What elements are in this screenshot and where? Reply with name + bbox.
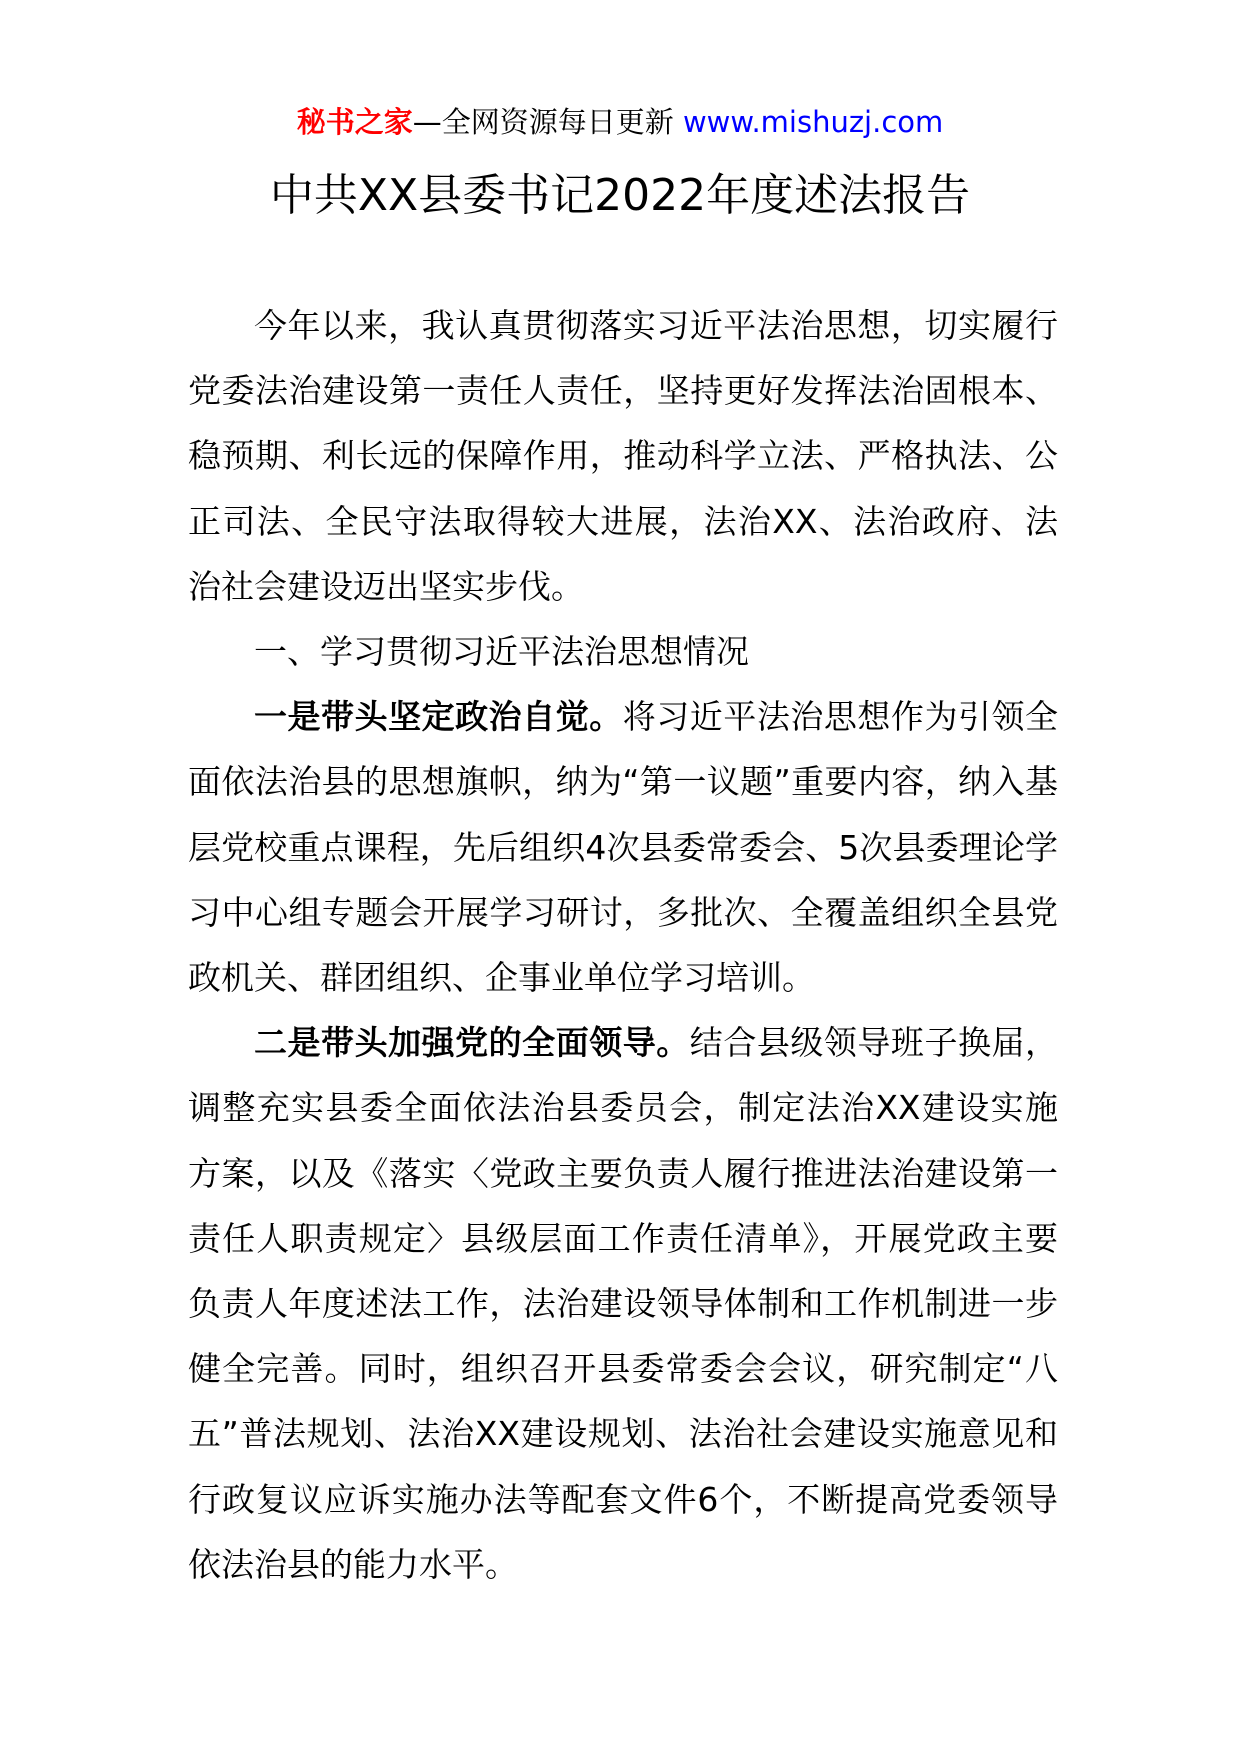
point-one-lead: 一是带头坚定政治自觉。 — [254, 697, 623, 737]
watermark-header — [0, 102, 1240, 142]
point-one-paragraph — [188, 684, 1058, 1010]
section-heading: 一、学习贯彻习近平法治思想情况 — [254, 632, 749, 672]
point-two-lead: 二是带头加强党的全面领导。 — [254, 1023, 690, 1063]
point-two-text: 结合县级领导班子换届，调整充实县委全面依法治县委员会，制定法治XX建设实施方案，以及《落实〈党政主要负责人履行推进法治建设第一责任人职责规定〉县级层面工作责任清单》，开展党政主要负责人年度述法工作，法治建设领导体制和工作机制进一步健全完善。同时，组织召开县委常委会会议，研究制定“八五”普法规划、法治XX建设规划、法治社会建设实施意见和行政复议应诉实施办法等配套文件6个，不断提高党委领导依法治县的能力水平。 — [188, 1023, 1059, 1584]
site-link[interactable]: www.mishuzj.com — [682, 105, 944, 139]
point-one-text: 将习近平法治思想作为引领全面依法治县的思想旗帜，纳为“第一议题”重要内容，纳入基层党校重点课程，先后组织4次县委常委会、5次县委理论学习中心组专题会开展学习研讨，多批次、全覆盖组织全县党政机关、群团组织、企事业单位学习培训。 — [188, 697, 1059, 998]
document-body — [188, 293, 1058, 1597]
brand-name: 秘书之家 — [296, 105, 413, 139]
point-two-paragraph — [188, 1010, 1058, 1597]
intro-paragraph: 今年以来，我认真贯彻落实习近平法治思想，切实履行党委法治建设第一责任人责任，坚持更好发挥法治固根本、稳预期、利长远的保障作用，推动科学立法、严格执法、公正司法、全民守法取得较大进展，法治XX、法治政府、法治社会建设迈出坚实步伐。 — [188, 306, 1058, 606]
document-title: 中共XX县委书记2022年度述法报告 — [269, 170, 971, 221]
header-tagline: —全网资源每日更新 — [412, 105, 683, 139]
